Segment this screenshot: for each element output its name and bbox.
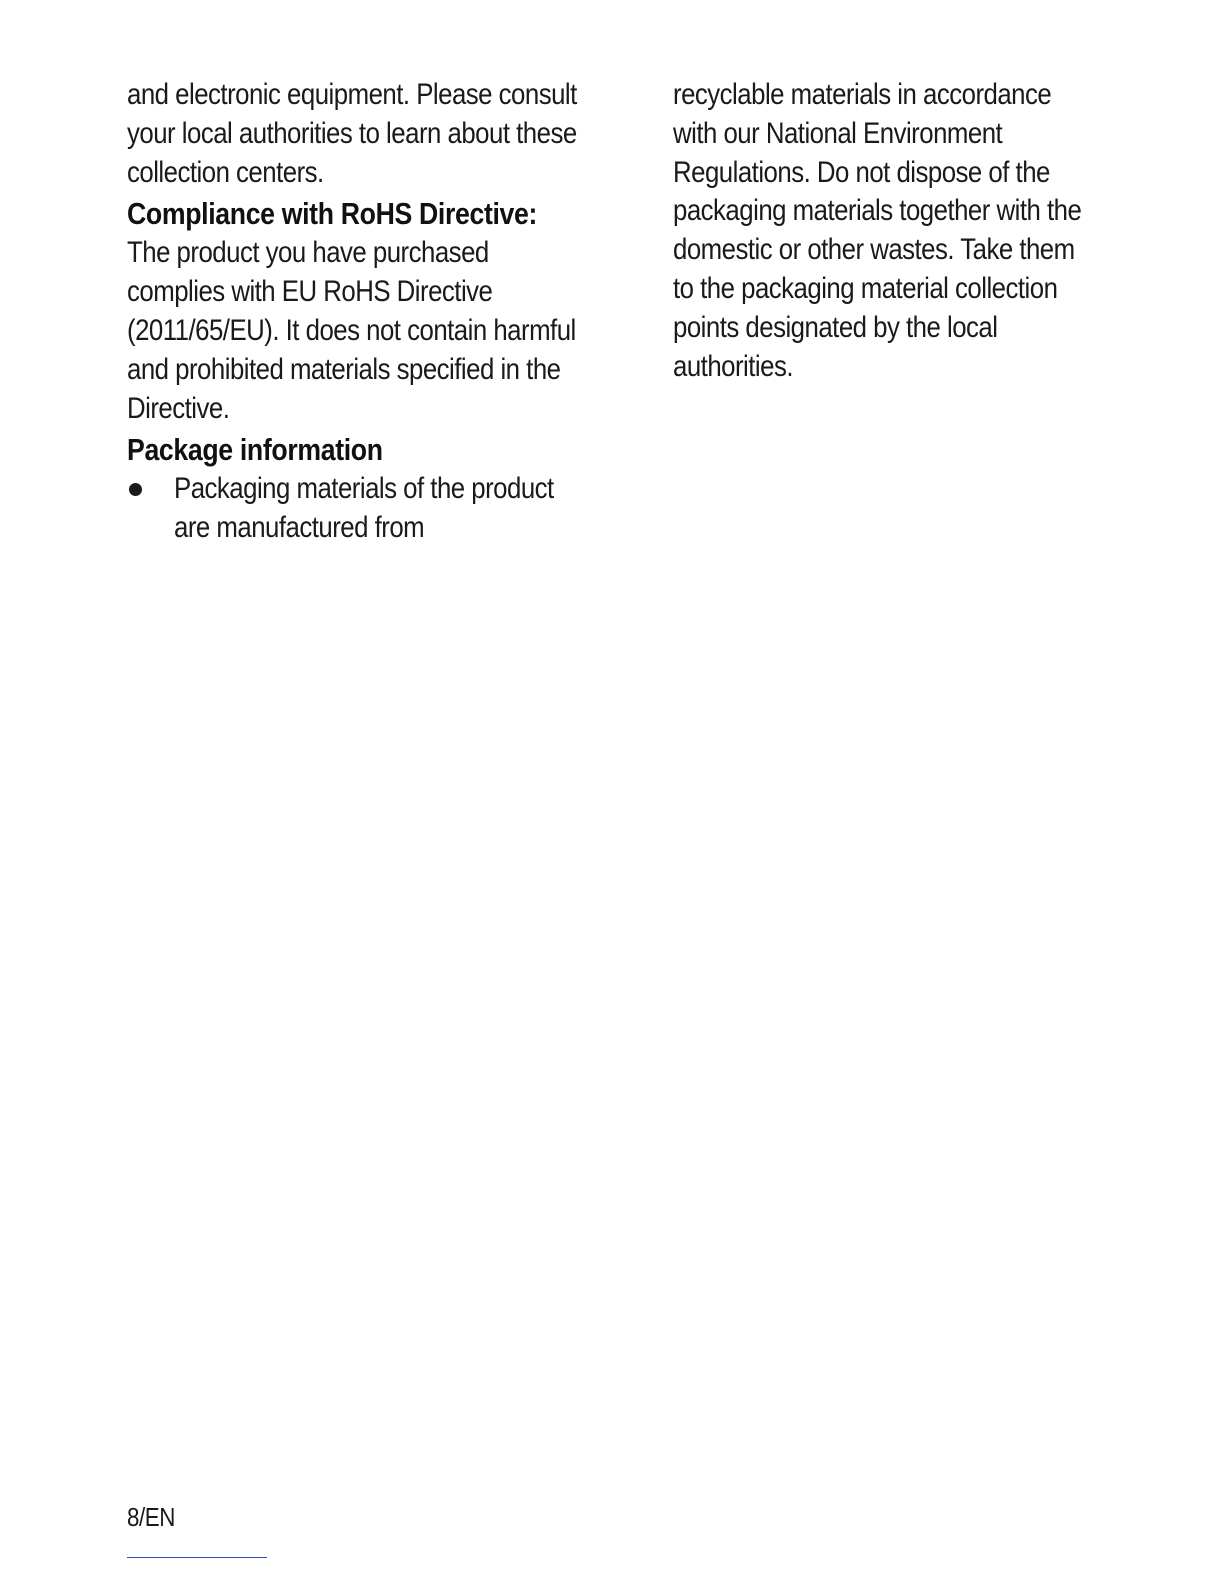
rohs-heading: Compliance with RoHS Directive: — [127, 196, 538, 232]
left-column — [127, 76, 587, 548]
bullet-text: Packaging materials of the product are manufactured from — [174, 472, 554, 545]
continued-paragraph: recyclable materials in accordance with our National Environment Regulations. Do not dispose of the packaging materials together with the domestic or other wastes. Take them to the packaging material collection points designated by the local authorities. — [673, 78, 1082, 383]
page-number: 8/EN — [127, 1502, 175, 1532]
bullet-icon — [129, 483, 142, 496]
list-item — [127, 470, 587, 548]
footer-rule — [127, 1557, 267, 1558]
page-footer — [127, 1500, 183, 1534]
package-bullet-list — [127, 470, 587, 548]
rohs-paragraph: The product you have purchased complies with EU RoHS Directive (2011/65/EU). It does not contain harmful and prohibited materials specified in the Directive. — [127, 236, 576, 425]
right-column — [673, 76, 1093, 386]
intro-paragraph: and electronic equipment. Please consult your local authorities to learn about these collection centers. — [127, 78, 577, 189]
package-heading: Package information — [127, 432, 383, 468]
